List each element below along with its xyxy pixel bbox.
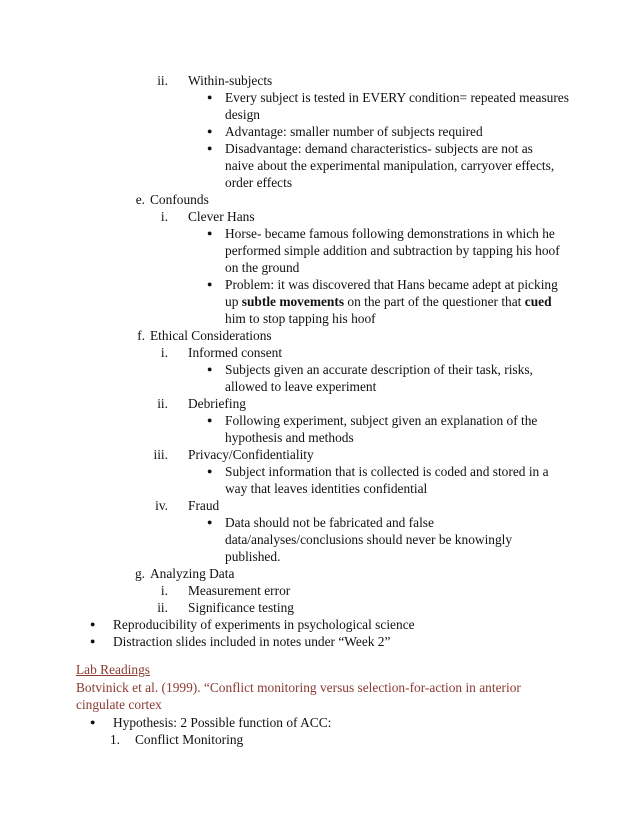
list-marker: iii.: [153, 447, 168, 462]
list-marker: i.: [160, 209, 168, 224]
reference-text: Botvinick et al. (1999). “Conflict monitoring versus selection-for-action in anterior: [76, 680, 521, 695]
list-marker: i.: [160, 583, 168, 598]
bullet-text-cont: hypothesis and methods: [225, 430, 354, 445]
list-marker: i.: [160, 345, 168, 360]
bullet-text: Distraction slides included in notes under “Week 2”: [113, 634, 391, 649]
list-marker: ii.: [157, 396, 168, 411]
bullet-text: Horse- became famous following demonstrations in which he: [225, 226, 555, 241]
bullet-icon: ●: [207, 92, 213, 102]
bullet-text-cont: allowed to leave experiment: [225, 379, 377, 394]
outline-item: Debriefing: [188, 396, 247, 411]
bullet-icon: ●: [90, 619, 96, 629]
bullet-text: Data should not be fabricated and false: [225, 515, 434, 530]
bullet-text-cont: on the ground: [225, 260, 300, 275]
bullet-text-cont: data/analyses/conclusions should never be knowingly: [225, 532, 513, 547]
bullet-text: Advantage: smaller number of subjects required: [225, 124, 483, 139]
bullet-text-cont: performed simple addition and subtraction by tapping his hoof: [225, 243, 560, 258]
bullet-icon: ●: [207, 143, 213, 153]
bullet-text-cont: [225, 293, 552, 310]
bullet-text: Subject information that is collected is coded and stored in a: [225, 464, 549, 479]
outline-item: Privacy/Confidentiality: [188, 447, 314, 462]
list-marker: 1.: [109, 732, 120, 747]
list-marker: g.: [134, 566, 145, 581]
list-marker: f.: [137, 328, 145, 343]
list-marker: ii.: [157, 73, 168, 88]
bullet-text: Subjects given an accurate description of their task, risks,: [225, 362, 533, 377]
outline-item: Analyzing Data: [150, 566, 235, 581]
bullet-icon: ●: [90, 636, 96, 646]
bullet-text: Disadvantage: demand characteristics- subjects are not as: [225, 141, 533, 156]
section-heading: Lab Readings: [76, 662, 151, 677]
bullet-text-cont: him to stop tapping his hoof: [225, 311, 376, 326]
bullet-icon: ●: [207, 279, 213, 289]
bullet-text: Following experiment, subject given an explanation of the: [225, 413, 538, 428]
bullet-text-cont: way that leaves identities confidential: [225, 481, 428, 496]
outline-item: Ethical Considerations: [150, 328, 272, 343]
bold-word: cued: [524, 294, 552, 309]
bullet-icon: ●: [90, 717, 96, 727]
text-run: up: [225, 294, 242, 309]
bold-phrase: subtle movements: [241, 294, 345, 309]
outline-item: Within-subjects: [188, 73, 273, 88]
outline-item: Conflict Monitoring: [135, 732, 244, 747]
list-marker: e.: [135, 192, 145, 207]
bullet-icon: ●: [207, 126, 213, 136]
bullet-icon: ●: [207, 517, 213, 527]
reference-text-cont: cingulate cortex: [76, 697, 162, 712]
bullet-text-cont: naive about the experimental manipulation, carryover effects,: [225, 158, 555, 173]
bullet-text: Problem: it was discovered that Hans became adept at picking: [225, 277, 558, 292]
list-marker: ii.: [157, 600, 168, 615]
bullet-text-cont: order effects: [225, 175, 293, 190]
outline-item: Informed consent: [188, 345, 283, 360]
bullet-icon: ●: [207, 415, 213, 425]
bullet-icon: ●: [207, 228, 213, 238]
text-run: on the part of the questioner that: [344, 294, 525, 309]
bullet-text: Every subject is tested in EVERY condition= repeated measures: [225, 90, 569, 105]
bullet-icon: ●: [207, 466, 213, 476]
bullet-text: Reproducibility of experiments in psychological science: [113, 617, 415, 632]
list-marker: iv.: [155, 498, 168, 513]
outline-item: Fraud: [188, 498, 220, 513]
outline-item: Significance testing: [188, 600, 294, 615]
bullet-text-cont: design: [225, 107, 260, 122]
bullet-icon: ●: [207, 364, 213, 374]
bullet-text: Hypothesis: 2 Possible function of ACC:: [113, 715, 332, 730]
bullet-text-cont: published.: [225, 549, 281, 564]
outline-item: Measurement error: [188, 583, 291, 598]
outline-item: Confounds: [150, 192, 209, 207]
outline-item: Clever Hans: [188, 209, 255, 224]
